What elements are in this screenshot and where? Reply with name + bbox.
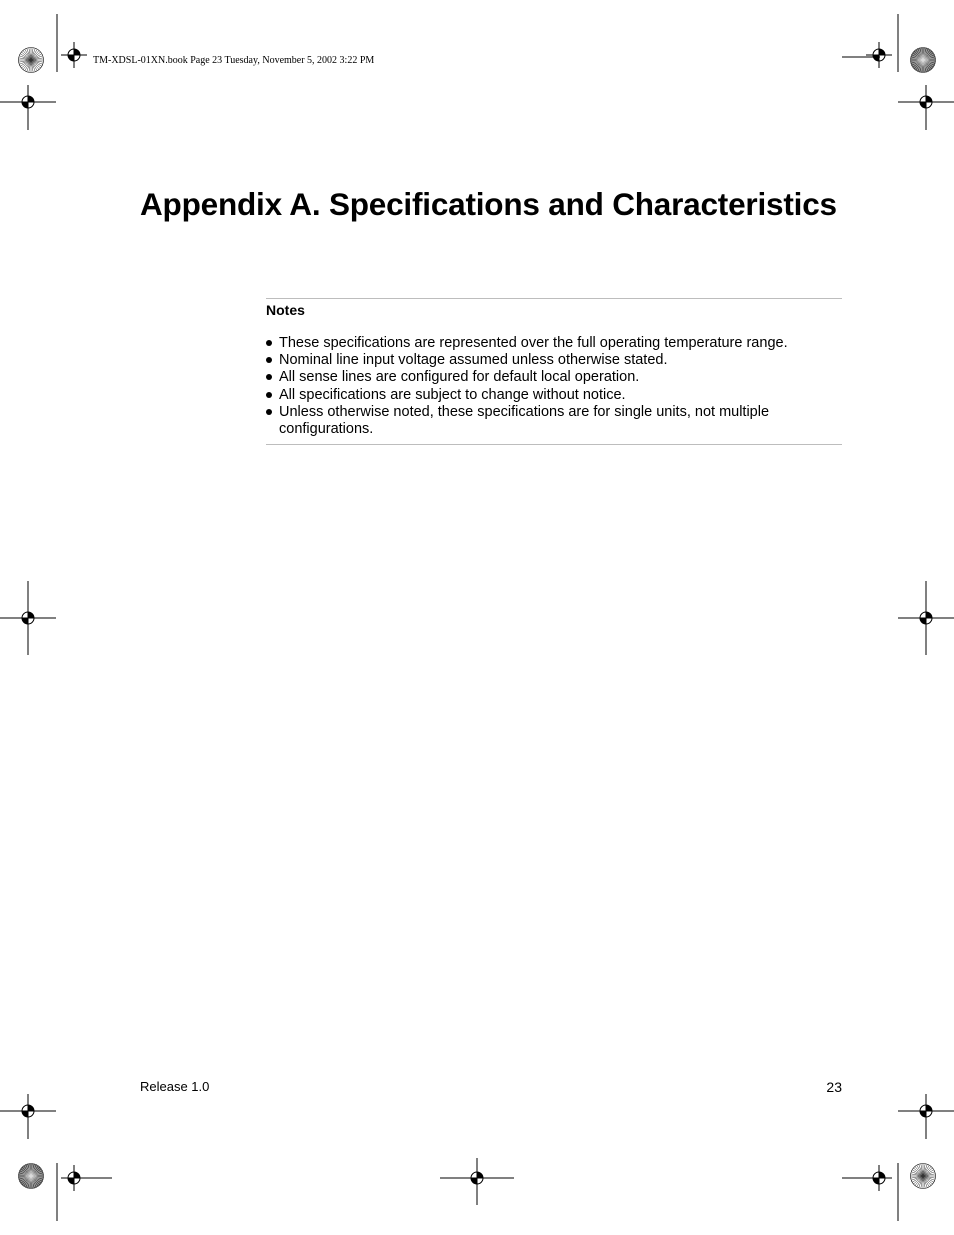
registration-crosshair-icon [898,580,954,656]
page-number: 23 [826,1079,842,1095]
registration-crosshair-icon [59,40,89,70]
registration-crosshair-icon [898,85,954,141]
registration-crosshair-icon [440,1158,514,1206]
note-item: All sense lines are configured for default local operation. [266,369,842,386]
registration-crosshair-icon [59,1163,89,1193]
registration-crosshair-icon [864,40,894,70]
bullet-icon [266,357,272,363]
bullet-icon [266,340,272,346]
print-slug-line: TM-XDSL-01XN.book Page 23 Tuesday, November 5, 2002 3:22 PM [93,55,375,66]
bullet-icon [266,392,272,398]
release-label: Release 1.0 [140,1079,210,1094]
registration-crosshair-icon [0,580,56,656]
registration-crosshair-icon [0,1094,56,1150]
note-item: Unless otherwise noted, these specifications are for single units, not multiple configurations. [266,404,842,438]
notes-box [266,298,842,445]
notes-heading: Notes [266,302,305,318]
bullet-icon [266,409,272,415]
note-item: All specifications are subject to change without notice. [266,387,842,404]
registration-crosshair-icon [898,1094,954,1150]
registration-crosshair-icon [864,1163,894,1193]
bullet-icon [266,374,272,380]
notes-list [266,335,842,438]
note-item: Nominal line input voltage assumed unless otherwise stated. [266,352,842,369]
registration-crosshair-icon [0,85,56,141]
note-item: These specifications are represented over the full operating temperature range. [266,335,842,352]
page-title: Appendix A. Specifications and Characteristics [140,186,837,222]
